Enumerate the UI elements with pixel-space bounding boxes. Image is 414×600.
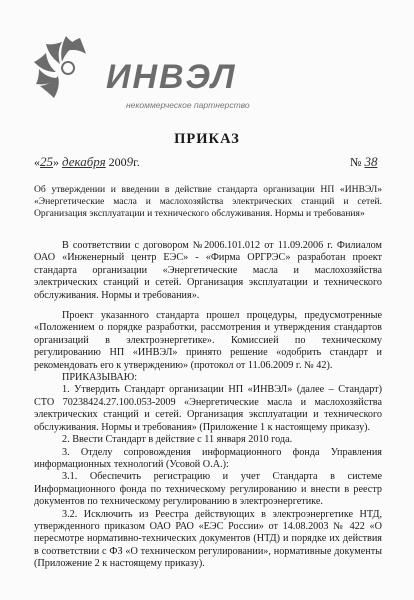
number-value: 38 <box>364 154 378 169</box>
sunburst-logo-icon <box>18 18 114 114</box>
paragraph-item-3-1: 3.1. Обеспечить регистрацию и учет Стандарта в системе Информационного фонда по техническому регулированию и внести в реестр документов по техническому регулированию в электроэнергетике. <box>34 471 382 508</box>
date-open-quote: « <box>34 155 40 169</box>
date-close-quote: » <box>53 155 59 169</box>
number-label: № <box>350 155 362 169</box>
paragraph-item-3-2: 3.2. Исключить из Реестра действующих в электроэнергетике НТД, утвержденного приказом ОАО РАО «ЕЭС России» от 14.08.2003 № 422 «О пересмотре нормативно-технических документов (НТД) и порядке их действия в соответствии с ФЗ «О техническом регулировании», нормативные документы (Приложение 2 к настоящему приказу). <box>34 508 382 570</box>
document-title: ПРИКАЗ <box>174 131 240 147</box>
logo-wordmark: ИНВЭЛ <box>106 58 237 96</box>
paragraph-preamble: В соответствии с договором №2006.101.012 от 11.09.2006 г. Филиалом ОАО «Инженерный центр ЕЭС» - «Фирма ОРГРЭС» разработан проект стандарта организации «Энергетические масла и маслохозяйства электрических станций и сетей. Организация эксплуатации и технического обслуживания. Нормы и требования». <box>34 240 382 301</box>
paragraph-item-2: 2. Ввести Стандарт в действие с 11 января 2010 года. <box>62 434 293 446</box>
paragraph-order-heading: ПРИКАЗЫВАЮ: <box>62 372 138 384</box>
paragraph-procedure: Проект указанного стандарта прошел процедуры, предусмотренные «Положением о порядке разработки, рассмотрения и утверждения стандартов организаций в электроэнергетике». Комиссией по техническому регулированию НП «ИНВЭЛ» принято решение «одобрить стандарт и рекомендовать его к утверждению» (протокол от 11.06.2009 г. № 42). <box>34 310 382 371</box>
order-date <box>34 154 140 170</box>
company-logo <box>18 18 308 108</box>
order-body <box>34 240 382 571</box>
paragraph-item-3: 3. Отделу сопровождения информационного фонда Управления информационных технологий (Усовой О.А.): <box>34 446 382 470</box>
date-month: декабря <box>62 154 106 169</box>
logo-subtitle: некоммерческое партнерство <box>126 100 250 110</box>
date-year-prefix: 200 <box>108 155 127 169</box>
paragraph-item-1: 1. Утвердить Стандарт организации НП «ИНВЭЛ» (далее – Стандарт) СТО 70238424.27.100.053-2009 «Энергетические масла и маслохозяйства электрических станций и сетей. Организация эксплуатации и технического обслуживания. Нормы и требования» (Приложение 1 к настоящему приказу). <box>34 384 382 433</box>
order-subject: Об утверждении и введении в действие стандарта организации НП «ИНВЭЛ» «Энергетические масла и маслохозяйства электрических станций и сетей. Организация эксплуатации и технического обслуживания. Нормы и требования» <box>34 184 382 219</box>
date-year-suffix: г. <box>133 155 140 169</box>
date-day: 25 <box>40 154 53 169</box>
order-number <box>350 154 377 170</box>
date-year-digit: 9 <box>126 154 134 169</box>
